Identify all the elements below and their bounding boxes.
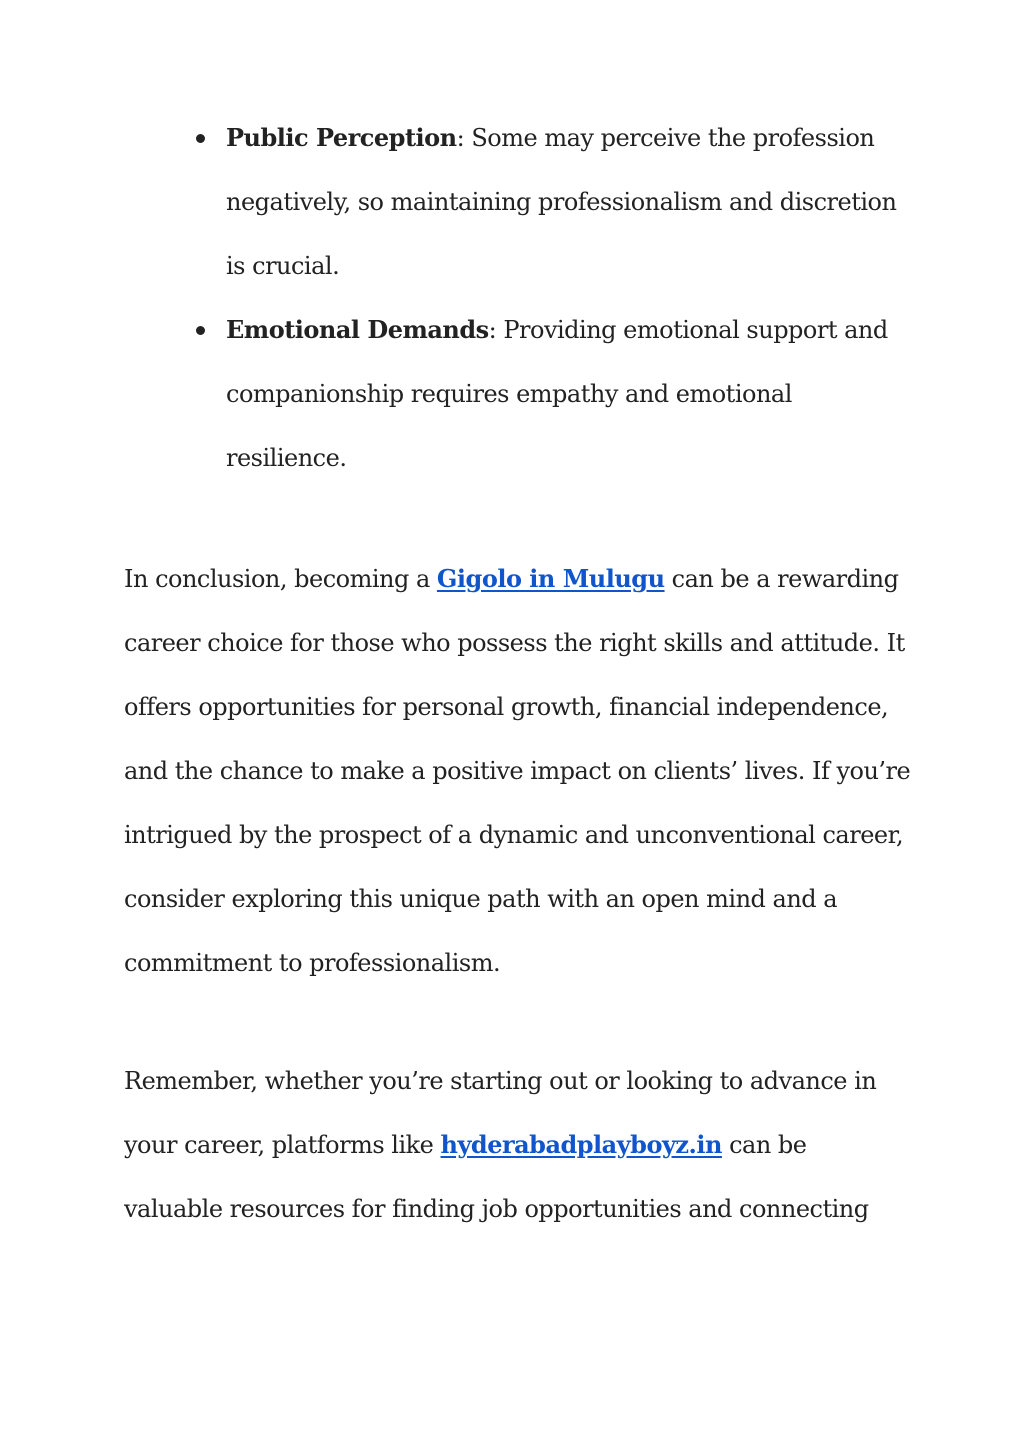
bullet-text: : Some may perceive the profession bbox=[456, 124, 875, 152]
bullet-title: Public Perception bbox=[226, 123, 457, 152]
paragraph-text: intrigued by the prospect of a dynamic and unconventional career, bbox=[124, 821, 904, 849]
paragraph-text: In conclusion, becoming a bbox=[124, 565, 437, 593]
paragraph-text: can be bbox=[721, 1131, 807, 1159]
bullet-text: is crucial. bbox=[226, 252, 340, 280]
bullet-text: resilience. bbox=[226, 444, 347, 472]
bullet-text: companionship requires empathy and emotional bbox=[226, 380, 792, 408]
paragraph-text: offers opportunities for personal growth, financial independence, bbox=[124, 693, 889, 721]
paragraph-text: career choice for those who possess the right skills and attitude. It bbox=[124, 629, 905, 657]
conclusion-paragraph bbox=[124, 547, 924, 995]
paragraph-text: Remember, whether you’re starting out or looking to advance in bbox=[124, 1067, 877, 1095]
paragraph-text: commitment to professionalism. bbox=[124, 949, 501, 977]
bullet-public-perception bbox=[192, 106, 912, 298]
bullet-text: : Providing emotional support and bbox=[488, 316, 888, 344]
hyderabadplayboyz-link[interactable]: hyderabadplayboyz.in bbox=[440, 1130, 722, 1159]
paragraph-text: your career, platforms like bbox=[124, 1131, 441, 1159]
bullet-title: Emotional Demands bbox=[226, 315, 489, 344]
paragraph-text: valuable resources for finding job opportunities and connecting bbox=[124, 1195, 869, 1223]
paragraph-text: consider exploring this unique path with an open mind and a bbox=[124, 885, 838, 913]
bullet-text: negatively, so maintaining professionalism and discretion bbox=[226, 188, 897, 216]
bullet-dot-icon bbox=[196, 326, 205, 335]
remember-paragraph bbox=[124, 1049, 924, 1241]
bullet-emotional-demands bbox=[192, 298, 912, 490]
paragraph-text: can be a rewarding bbox=[664, 565, 899, 593]
bullet-list bbox=[192, 106, 912, 490]
paragraph-text: and the chance to make a positive impact on clients’ lives. If you’re bbox=[124, 757, 911, 785]
gigolo-in-mulugu-link[interactable]: Gigolo in Mulugu bbox=[436, 564, 665, 593]
bullet-dot-icon bbox=[196, 134, 205, 143]
